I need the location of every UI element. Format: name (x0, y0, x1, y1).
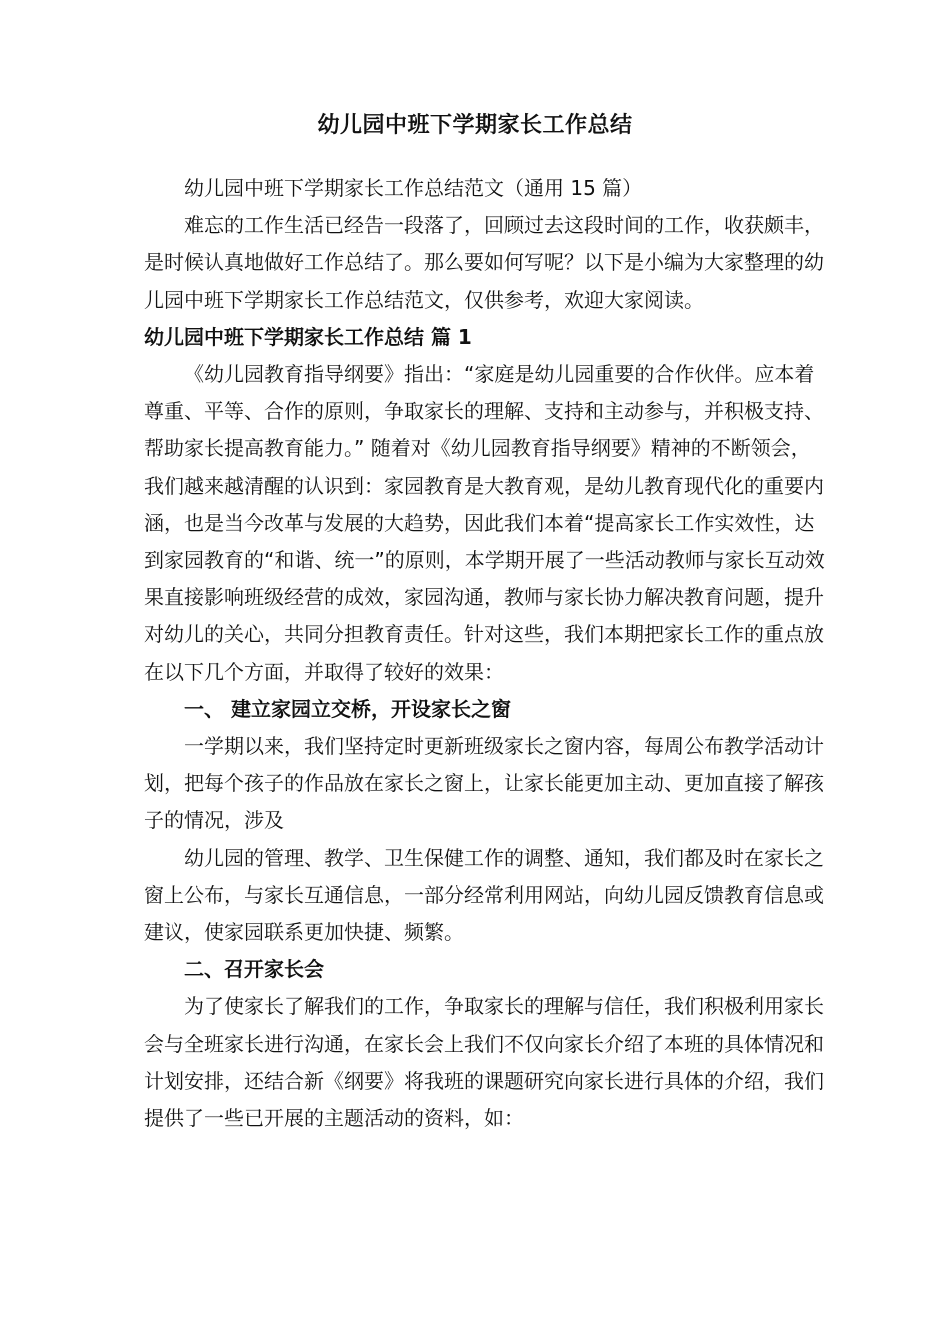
body-paragraph-parent-meeting: 为了使家长了解我们的工作，争取家长的理解与信任，我们积极利用家长会与全班家长进行沟通，在家长会上我们不仅向家长介绍了本班的具体情况和计划安排，还结合新《纲要》将我班的课题研究向家长进行具体的介绍，我们提供了一些已开展的主题活动的资料，如： (144, 994, 824, 1131)
section-heading-parent-window: 一、 建立家园立交桥，开设家长之窗 (184, 696, 511, 721)
subtitle-paragraph: 幼儿园中班下学期家长工作总结范文（通用 15 篇） (184, 176, 643, 200)
intro-paragraph: 难忘的工作生活已经告一段落了，回顾过去这段时间的工作，收获颇丰，是时候认真地做好工作总结了。那么要如何写呢？以下是小编为大家整理的幼儿园中班下学期家长工作总结范文，仅供参考，欢迎大家阅读。 (144, 213, 824, 312)
section-heading-parent-meeting: 二、召开家长会 (184, 957, 324, 982)
body-paragraph-guideline: 《幼儿园教育指导纲要》指出：“家庭是幼儿园重要的合作伙伴。应本着尊重、平等、合作的原则，争取家长的理解、支持和主动参与，并积极支持、帮助家长提高教育能力。” 随着对《幼儿园教育指导纲要》精神的不断领会，我们越来越清醒的认识到：家园教育是大教育观，是幼儿教育现代化的重要内涵，也是当今改革与发展的大趋势，因此我们本着“提高家长工作实效性，达到家园教育的“和谐、统一”的原则，本学期开展了一些活动教师与家长互动效果直接影响班级经营的成效，家园沟通，教师与家长协力解决教育问题，提升对幼儿的关心，共同分担教育责任。针对这些，我们本期把家长工作的重点放在以下几个方面，并取得了较好的效果： (144, 362, 825, 684)
body-paragraph-parent-window: 一学期以来，我们坚持定时更新班级家长之窗内容，每周公布教学活动计划，把每个孩子的作品放在家长之窗上，让家长能更加主动、更加直接了解孩子的情况，涉及 (144, 734, 824, 833)
document-body (144, 170, 829, 1137)
document-title: 幼儿园中班下学期家长工作总结 (317, 113, 633, 138)
body-paragraph-announcements: 幼儿园的管理、教学、卫生保健工作的调整、通知，我们都及时在家长之窗上公布，与家长互通信息，一部分经常利用网站，向幼儿园反馈教育信息或建议，使家园联系更加快捷、频繁。 (144, 845, 824, 945)
section-heading-article-1: 幼儿园中班下学期家长工作总结 篇 1 (144, 324, 472, 349)
